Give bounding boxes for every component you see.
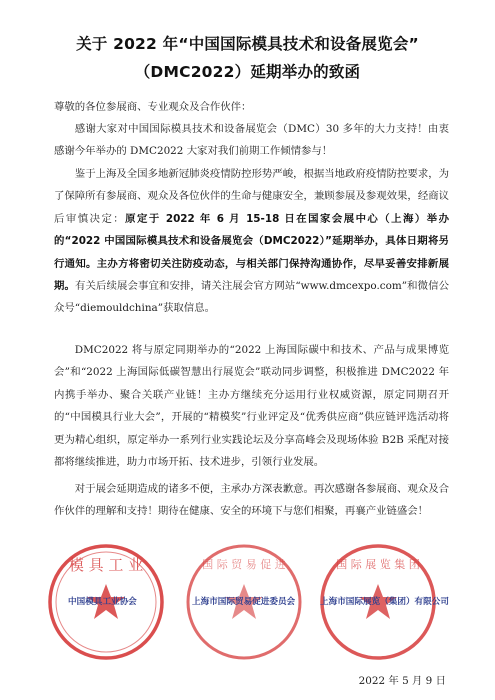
paragraph-apology: 对于展会延期造成的诸多不便，主承办方深表歉意。再次感谢各参展商、观众及合作伙伴的理解和支持！期待在健康、安全的环境下与您们相聚，再襄产业链盛会！ <box>54 483 449 518</box>
paragraph-related-events: DMC2022 将与原定同期举办的“2022 上海国际碳中和技术、产品与成果博览会”和“2022 上海国际低碳智慧出行展览会”联动同步调整，积极推进 DMC2022 年内携手举办、聚合关联产业链！主办方继续充分运用行业权威资源，原定同期召开的“中国模具行业大会”，开展的“精模奖”行业评定及“优秀供应商”供应链评选活动将更为精心组织，原定举办一系列行业实践论坛及分享高峰会及现场体验 B2B 采配对接都将继续推进，助力市场开拓、技术进步，引领行业发展。 <box>54 344 449 469</box>
paragraph-thanks: 感谢大家对中国国际模具技术和设备展览会（DMC）30 多年的大力支持！由衷感谢今年举办的 DMC2022 大家对我们前期工作倾情参与！ <box>54 123 449 158</box>
official-seals <box>40 540 460 665</box>
svg-text:模 具 工 业: 模 具 工 业 <box>68 556 144 574</box>
seal1-caption: 中国模具工业协会 <box>68 597 137 607</box>
salutation: 尊敬的各位参展商、专业观众及合作伙伴： <box>54 101 252 113</box>
seal2-caption: 上海市国际贸易促进委员会 <box>192 597 296 607</box>
svg-text:国 际 贸 易 促 进: 国 际 贸 易 促 进 <box>202 558 286 571</box>
paragraph-postponement <box>54 163 449 320</box>
letter-title-line2: （DMC2022）延期举办的致函 <box>134 63 361 81</box>
seal3-caption: 上海市国际展览（集团）有限公司 <box>320 597 449 607</box>
svg-text:国 际 展 览 集 团: 国 际 展 览 集 团 <box>336 558 420 571</box>
follow-up-info-text: 有关后续展会事宜和安排，请关注展会官方网站“www.dmcexpo.com”和微信公众号“diemouldchina”获取信息。 <box>54 280 450 315</box>
postponement-context-text: 鉴于上海及全国多地新冠肺炎疫情防控形势严峻，根据当地政府疫情防控要求，为了保障所有参展商、观众及各位伙伴的生命与健康安全，兼顾参展及参观效果，经商议后审慎决定： <box>54 168 449 225</box>
letter-title-line1: 关于 2022 年“中国国际模具技术和设备展览会” <box>76 35 419 53</box>
letter-date: 2022 年 5 月 9 日 <box>358 675 446 687</box>
postponement-decision-text: 原定于 2022 年 6 月 15-18 日在国家会展中心（上海）举办的“2022 中国国际模具技术和设备展览会（DMC2022）”延期举办，具体日期将另行通知。主办方将密切关注防疫动态，与相关部门保持沟通协作，尽早妥善安排新展期。 <box>54 212 449 293</box>
